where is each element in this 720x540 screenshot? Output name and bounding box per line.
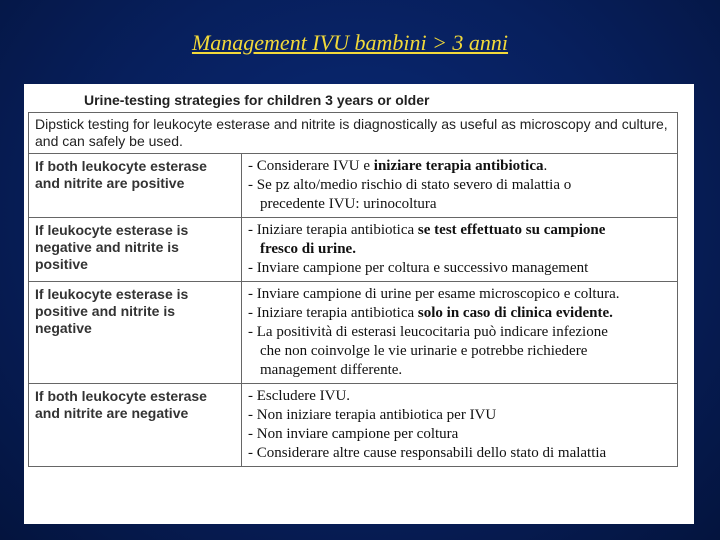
action-line	[248, 342, 671, 361]
action-line	[248, 195, 671, 214]
action-text: - Escludere IVU.	[248, 388, 351, 404]
action-text-bold: se test effettuato su campione	[417, 222, 606, 238]
action-text: - Considerare altre cause responsabili dello stato di malattia	[248, 445, 607, 461]
condition-cell: If both leukocyte esterase and nitrite are negative	[29, 384, 242, 467]
action-line	[248, 425, 671, 444]
action-cell	[242, 384, 678, 467]
action-text: - Inviare campione per coltura e successivo management	[248, 260, 589, 276]
action-line	[248, 304, 671, 323]
action-line	[248, 361, 671, 380]
action-text: - La positività di esterasi leucocitaria può indicare infezione	[248, 324, 608, 340]
action-text: - Considerare IVU e	[248, 158, 374, 174]
action-line	[248, 387, 671, 406]
intro-text: Dipstick testing for leukocyte esterase and nitrite is diagnostically as useful as microscopy and culture, and can safely be used.	[29, 113, 678, 154]
action-cell	[242, 218, 678, 282]
action-text: - Non inviare campione per coltura	[248, 426, 459, 442]
strategy-row	[29, 282, 678, 384]
action-line	[248, 259, 671, 278]
action-line	[248, 323, 671, 342]
action-line	[248, 157, 671, 176]
action-text: precedente IVU: urinocoltura	[260, 196, 437, 212]
condition-cell: If leukocyte esterase is negative and nitrite is positive	[29, 218, 242, 282]
action-text: - Inviare campione di urine per esame microscopico e coltura.	[248, 286, 620, 302]
action-text-bold: solo in caso di clinica evidente.	[417, 305, 613, 321]
strategy-panel	[24, 84, 694, 524]
action-text: che non coinvolge le vie urinarie e potrebbe richiedere	[260, 343, 588, 359]
strategy-table	[28, 112, 678, 467]
action-text: - Se pz alto/medio rischio di stato severo di malattia o	[248, 177, 572, 193]
action-text: - Iniziare terapia antibiotica	[248, 305, 418, 321]
action-cell	[242, 154, 678, 218]
slide-title: Management IVU bambini > 3 anni	[191, 30, 509, 55]
action-text: management differente.	[260, 362, 403, 378]
strategy-row	[29, 154, 678, 218]
strategy-row	[29, 384, 678, 467]
action-text: - Iniziare terapia antibiotica	[248, 222, 418, 238]
action-line	[248, 176, 671, 195]
action-cell	[242, 282, 678, 384]
action-text: - Non iniziare terapia antibiotica per IVU	[248, 407, 497, 423]
action-line	[248, 240, 671, 259]
action-line	[248, 285, 671, 304]
action-line	[248, 221, 671, 240]
action-text-bold: iniziare terapia antibiotica	[373, 158, 544, 174]
action-line	[248, 444, 671, 463]
action-line	[248, 406, 671, 425]
strategy-row	[29, 218, 678, 282]
action-text-bold: fresco di urine.	[260, 241, 356, 257]
condition-cell: If both leukocyte esterase and nitrite are positive	[29, 154, 242, 218]
action-text: .	[543, 158, 548, 174]
intro-row	[29, 113, 678, 154]
condition-cell: If leukocyte esterase is positive and nitrite is negative	[29, 282, 242, 384]
panel-title: Urine-testing strategies for children 3 years or older	[84, 92, 430, 108]
